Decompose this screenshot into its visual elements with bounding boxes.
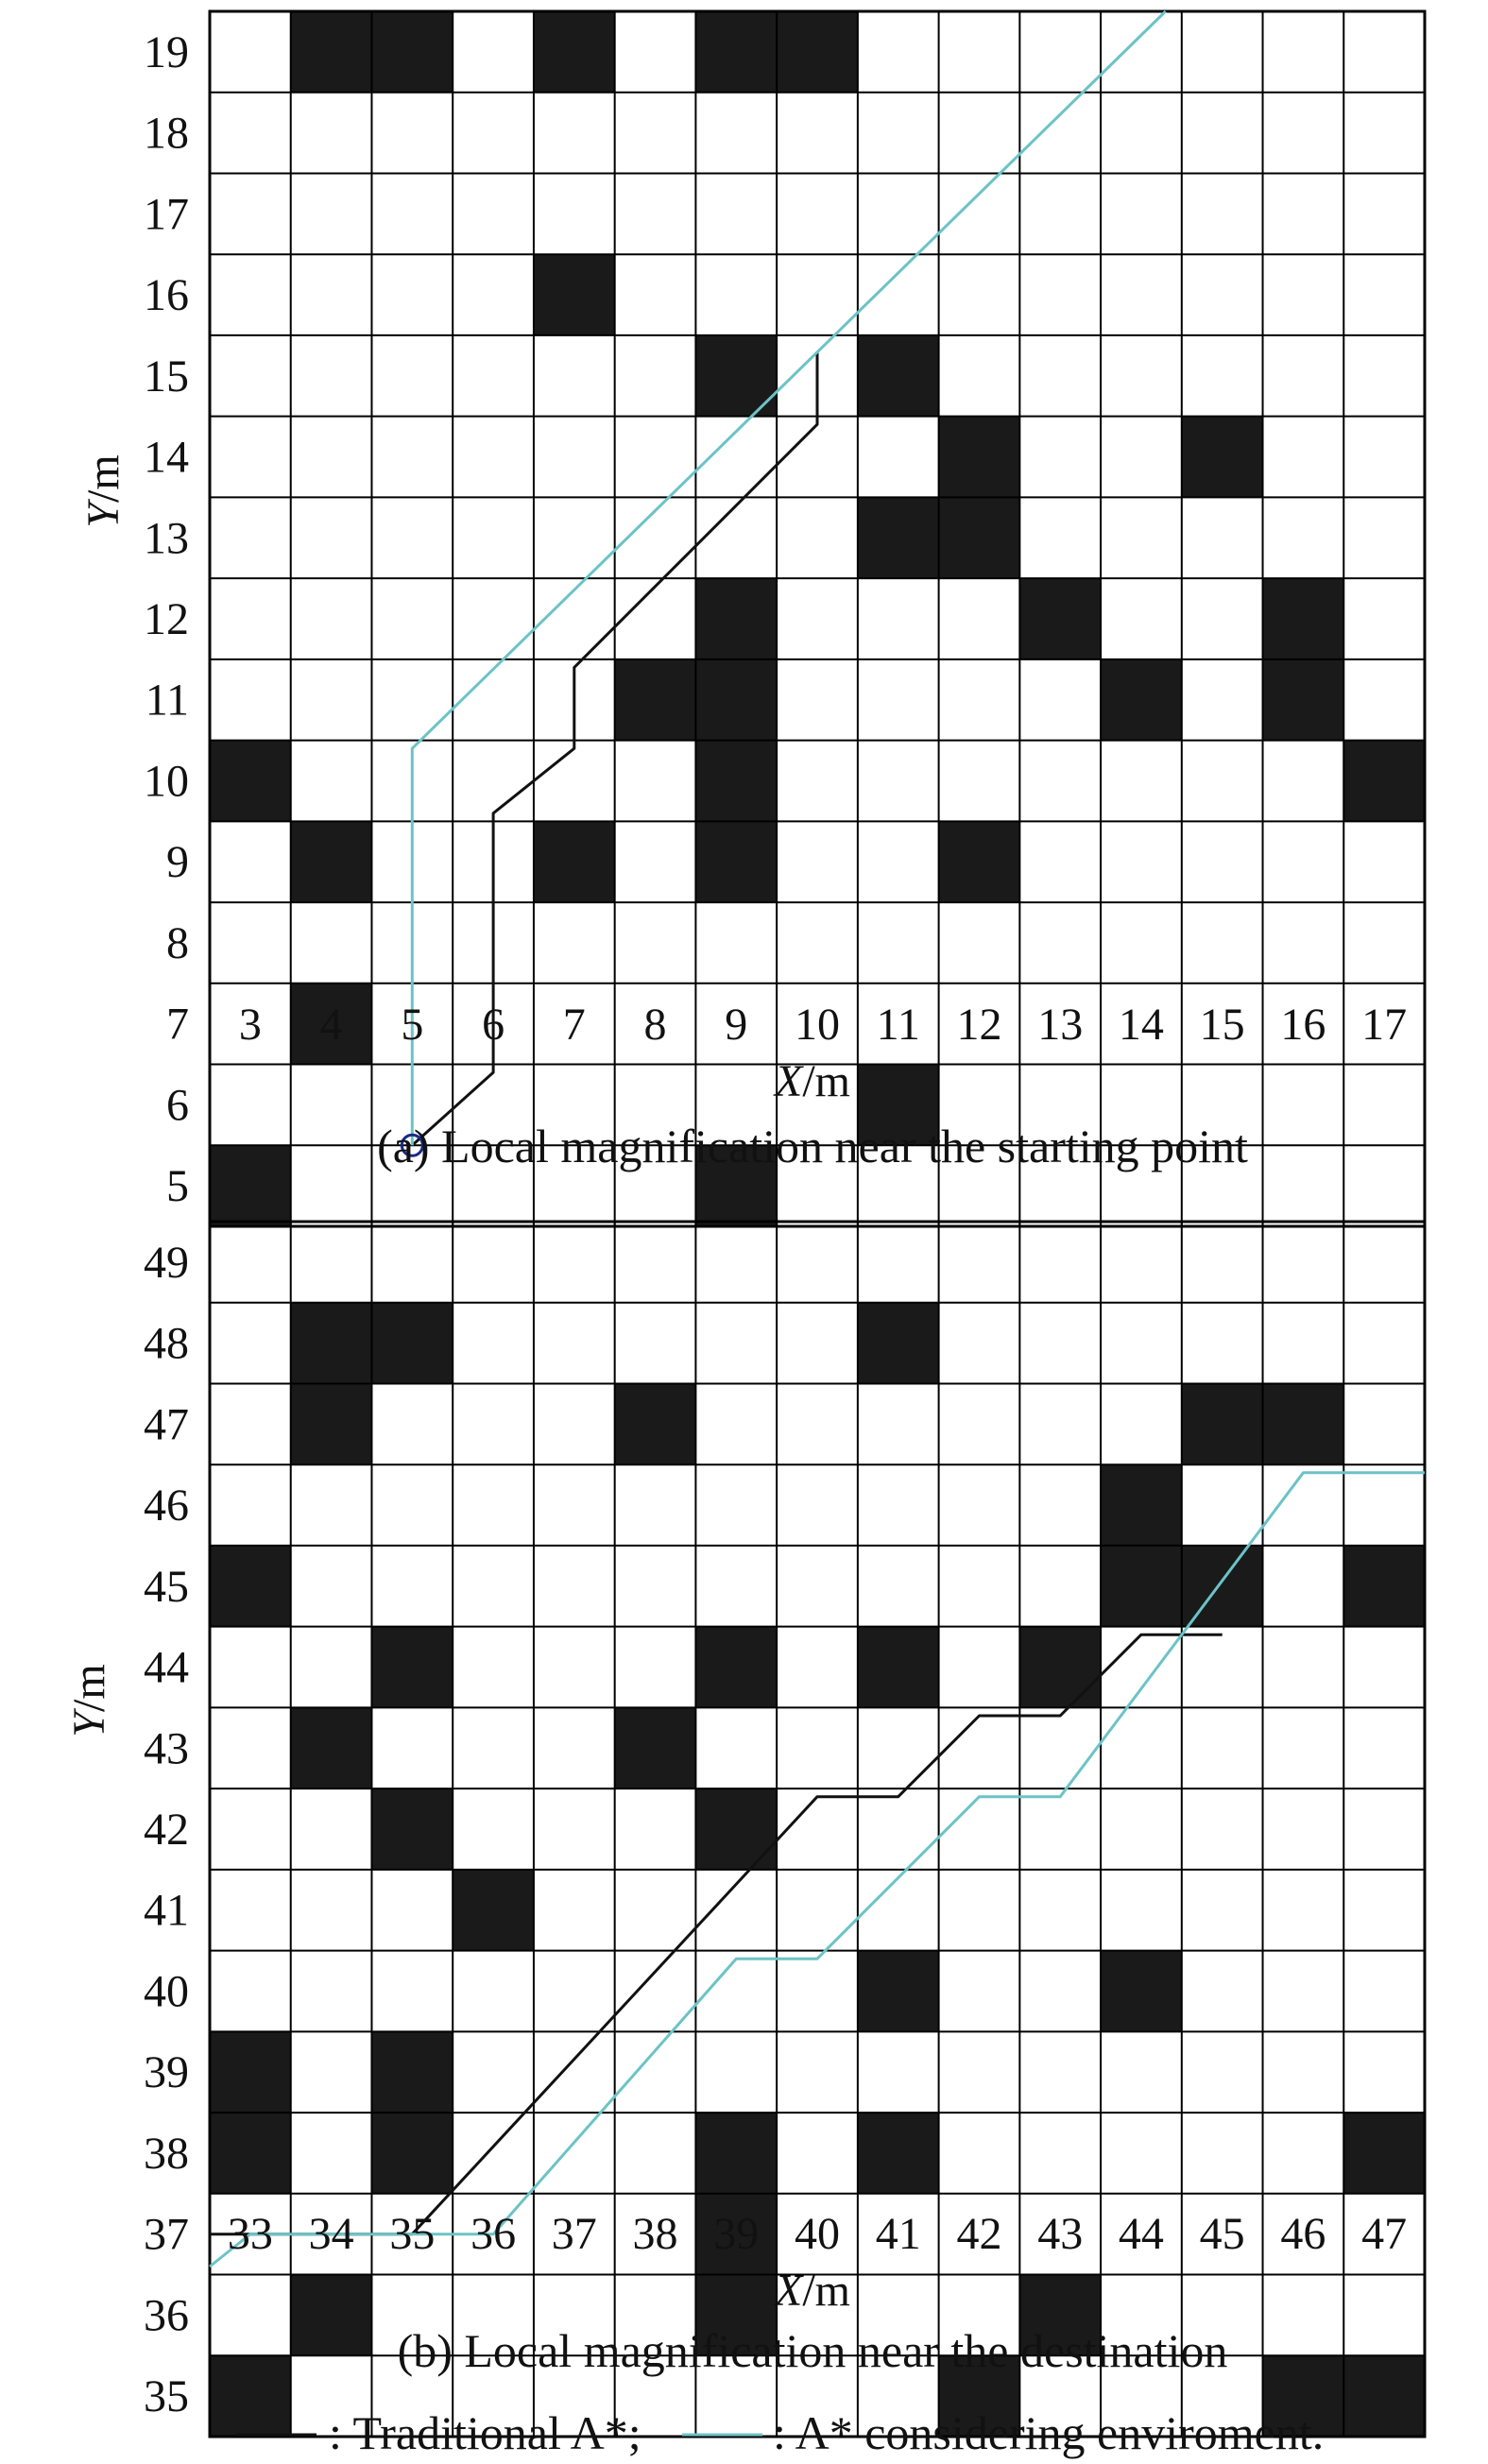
x-tick-label: 7 (562, 1000, 586, 1050)
x-tick-label: 8 (643, 1000, 667, 1050)
obstacle-cell (695, 1788, 777, 1870)
x-tick-label: 40 (795, 2209, 840, 2259)
obstacle-cell (858, 1303, 939, 1384)
panel-a-x-ticks (239, 1000, 1407, 1050)
x-tick-label: 43 (1037, 2209, 1084, 2259)
obstacle-cell (695, 11, 777, 93)
obstacle-cell (210, 1546, 291, 1627)
obstacle-cell (210, 2113, 291, 2194)
obstacle-cell (695, 578, 777, 659)
obstacle-cell (1101, 1464, 1182, 1546)
obstacle-cell (371, 1788, 453, 1870)
obstacle-cell (1263, 578, 1344, 659)
obstacle-cell (615, 659, 696, 741)
panel-b-y-ticks (144, 1238, 189, 2421)
legend (236, 2406, 1324, 2459)
obstacle-cell (939, 497, 1020, 578)
x-tick-label: 9 (725, 1000, 748, 1050)
x-tick-label: 37 (551, 2209, 597, 2259)
x-tick-label: 39 (713, 2209, 760, 2259)
obstacle-cell (371, 2031, 453, 2113)
y-tick-label: 15 (144, 351, 189, 402)
obstacle-cell (534, 821, 615, 902)
y-tick-label: 17 (144, 189, 189, 240)
y-tick-label: 5 (166, 1161, 189, 1212)
obstacle-cell (210, 741, 291, 822)
y-tick-label: 6 (166, 1080, 189, 1131)
panel-b-caption: (b) Local magnification near the destination (397, 2324, 1228, 2377)
y-tick-label: 41 (144, 1885, 189, 1936)
obstacle-cell (858, 1627, 939, 1708)
y-tick-label: 19 (144, 26, 189, 77)
x-tick-label: 17 (1361, 1000, 1408, 1050)
obstacle-cell (858, 497, 939, 578)
y-tick-label: 36 (144, 2290, 189, 2341)
y-tick-label: 7 (166, 999, 189, 1050)
obstacle-cell (534, 11, 615, 93)
x-tick-label: 45 (1199, 2209, 1245, 2259)
obstacle-cell (777, 11, 858, 93)
obstacle-cell (615, 1383, 696, 1464)
y-tick-label: 48 (144, 1318, 189, 1369)
panel-a-y-axis-label: Y/m (78, 454, 128, 528)
y-tick-label: 44 (144, 1642, 189, 1693)
y-tick-label: 38 (144, 2128, 189, 2179)
x-tick-label: 10 (795, 1000, 840, 1050)
obstacle-cell (453, 1870, 534, 1951)
obstacle-cell (1101, 1951, 1182, 2032)
obstacle-cell (291, 1303, 372, 1384)
y-tick-label: 47 (144, 1399, 189, 1450)
obstacle-cell (210, 2355, 291, 2437)
obstacle-cell (858, 2113, 939, 2194)
obstacle-cell (291, 821, 372, 902)
obstacle-cell (1019, 578, 1101, 659)
x-tick-label: 6 (482, 1000, 505, 1050)
x-tick-label: 41 (875, 2209, 921, 2259)
panel-a-caption: (a) Local magnification near the starting point (377, 1120, 1248, 1172)
panel-a (78, 11, 1425, 1226)
obstacle-cell (1101, 1546, 1182, 1627)
obstacle-cell (1182, 417, 1263, 498)
obstacle-cell (1343, 2113, 1425, 2194)
x-tick-label: 33 (227, 2209, 273, 2259)
y-tick-label: 10 (144, 756, 189, 807)
y-tick-label: 8 (166, 917, 189, 968)
x-tick-label: 3 (238, 1000, 262, 1050)
obstacle-cell (858, 1951, 939, 2032)
obstacle-cell (1263, 1383, 1344, 1464)
obstacle-cell (1263, 659, 1344, 741)
x-tick-label: 42 (956, 2209, 1002, 2259)
legend-env-label: : A* considering enviroment. (773, 2406, 1325, 2459)
obstacle-cell (1019, 1627, 1101, 1708)
obstacle-cell (939, 821, 1020, 902)
obstacle-cell (291, 1383, 372, 1464)
obstacle-cell (210, 1145, 291, 1226)
x-tick-label: 46 (1280, 2209, 1326, 2259)
x-tick-label: 14 (1118, 1000, 1164, 1050)
y-tick-label: 18 (144, 108, 189, 159)
panel-b-y-axis-label: Y/m (64, 1664, 114, 1737)
obstacle-cell (939, 417, 1020, 498)
panel-b-x-axis-label: X/m (775, 2266, 850, 2316)
y-tick-label: 37 (144, 2209, 189, 2260)
x-tick-label: 35 (389, 2209, 436, 2259)
x-tick-label: 38 (632, 2209, 678, 2259)
obstacle-cell (1182, 1383, 1263, 1464)
panel-a-x-axis-label: X/m (775, 1056, 850, 1106)
y-tick-label: 11 (145, 675, 189, 726)
panel-b-x-ticks (228, 2209, 1407, 2259)
obstacle-cell (1101, 659, 1182, 741)
obstacle-cell (371, 1303, 453, 1384)
obstacle-cell (210, 2031, 291, 2113)
obstacle-cell (858, 335, 939, 417)
y-tick-label: 13 (144, 513, 189, 564)
y-tick-label: 43 (144, 1723, 189, 1774)
obstacle-cell (695, 1627, 777, 1708)
y-tick-label: 42 (144, 1805, 189, 1855)
x-tick-label: 16 (1280, 1000, 1326, 1050)
obstacle-cell (371, 11, 453, 93)
x-tick-label: 5 (401, 1000, 424, 1050)
panel-b (64, 1222, 1425, 2437)
obstacle-cell (1182, 1546, 1263, 1627)
y-tick-label: 49 (144, 1237, 189, 1288)
y-tick-label: 45 (144, 1561, 189, 1612)
x-tick-label: 34 (308, 2209, 354, 2259)
obstacle-cell (534, 254, 615, 335)
y-tick-label: 35 (144, 2371, 189, 2422)
y-tick-label: 12 (144, 594, 189, 644)
x-tick-label: 15 (1199, 1000, 1245, 1050)
obstacle-cell (1343, 2355, 1425, 2437)
x-tick-label: 12 (956, 1000, 1002, 1050)
panel-a-y-ticks (144, 27, 189, 1211)
y-tick-label: 16 (144, 270, 189, 321)
obstacle-cell (695, 2113, 777, 2194)
x-tick-label: 47 (1361, 2209, 1408, 2259)
legend-traditional-label: : Traditional A*; (329, 2406, 641, 2459)
x-tick-label: 13 (1037, 1000, 1084, 1050)
y-tick-label: 39 (144, 2047, 189, 2098)
y-tick-label: 46 (144, 1480, 189, 1531)
obstacle-cell (615, 1707, 696, 1788)
x-tick-label: 4 (319, 1000, 343, 1050)
obstacle-cell (291, 11, 372, 93)
y-tick-label: 14 (144, 432, 189, 483)
obstacle-cell (695, 821, 777, 902)
obstacle-cell (371, 2113, 453, 2194)
obstacle-cell (1343, 1546, 1425, 1627)
y-tick-label: 40 (144, 1966, 189, 2017)
obstacle-cell (291, 1707, 372, 1788)
x-tick-label: 11 (876, 1000, 920, 1050)
obstacle-cell (695, 741, 777, 822)
obstacle-cell (371, 1627, 453, 1708)
x-tick-label: 36 (470, 2209, 517, 2259)
obstacle-cell (695, 659, 777, 741)
obstacle-cell (1343, 741, 1425, 822)
y-tick-label: 9 (166, 837, 189, 888)
obstacle-cell (291, 2275, 372, 2356)
x-tick-label: 44 (1118, 2209, 1164, 2259)
